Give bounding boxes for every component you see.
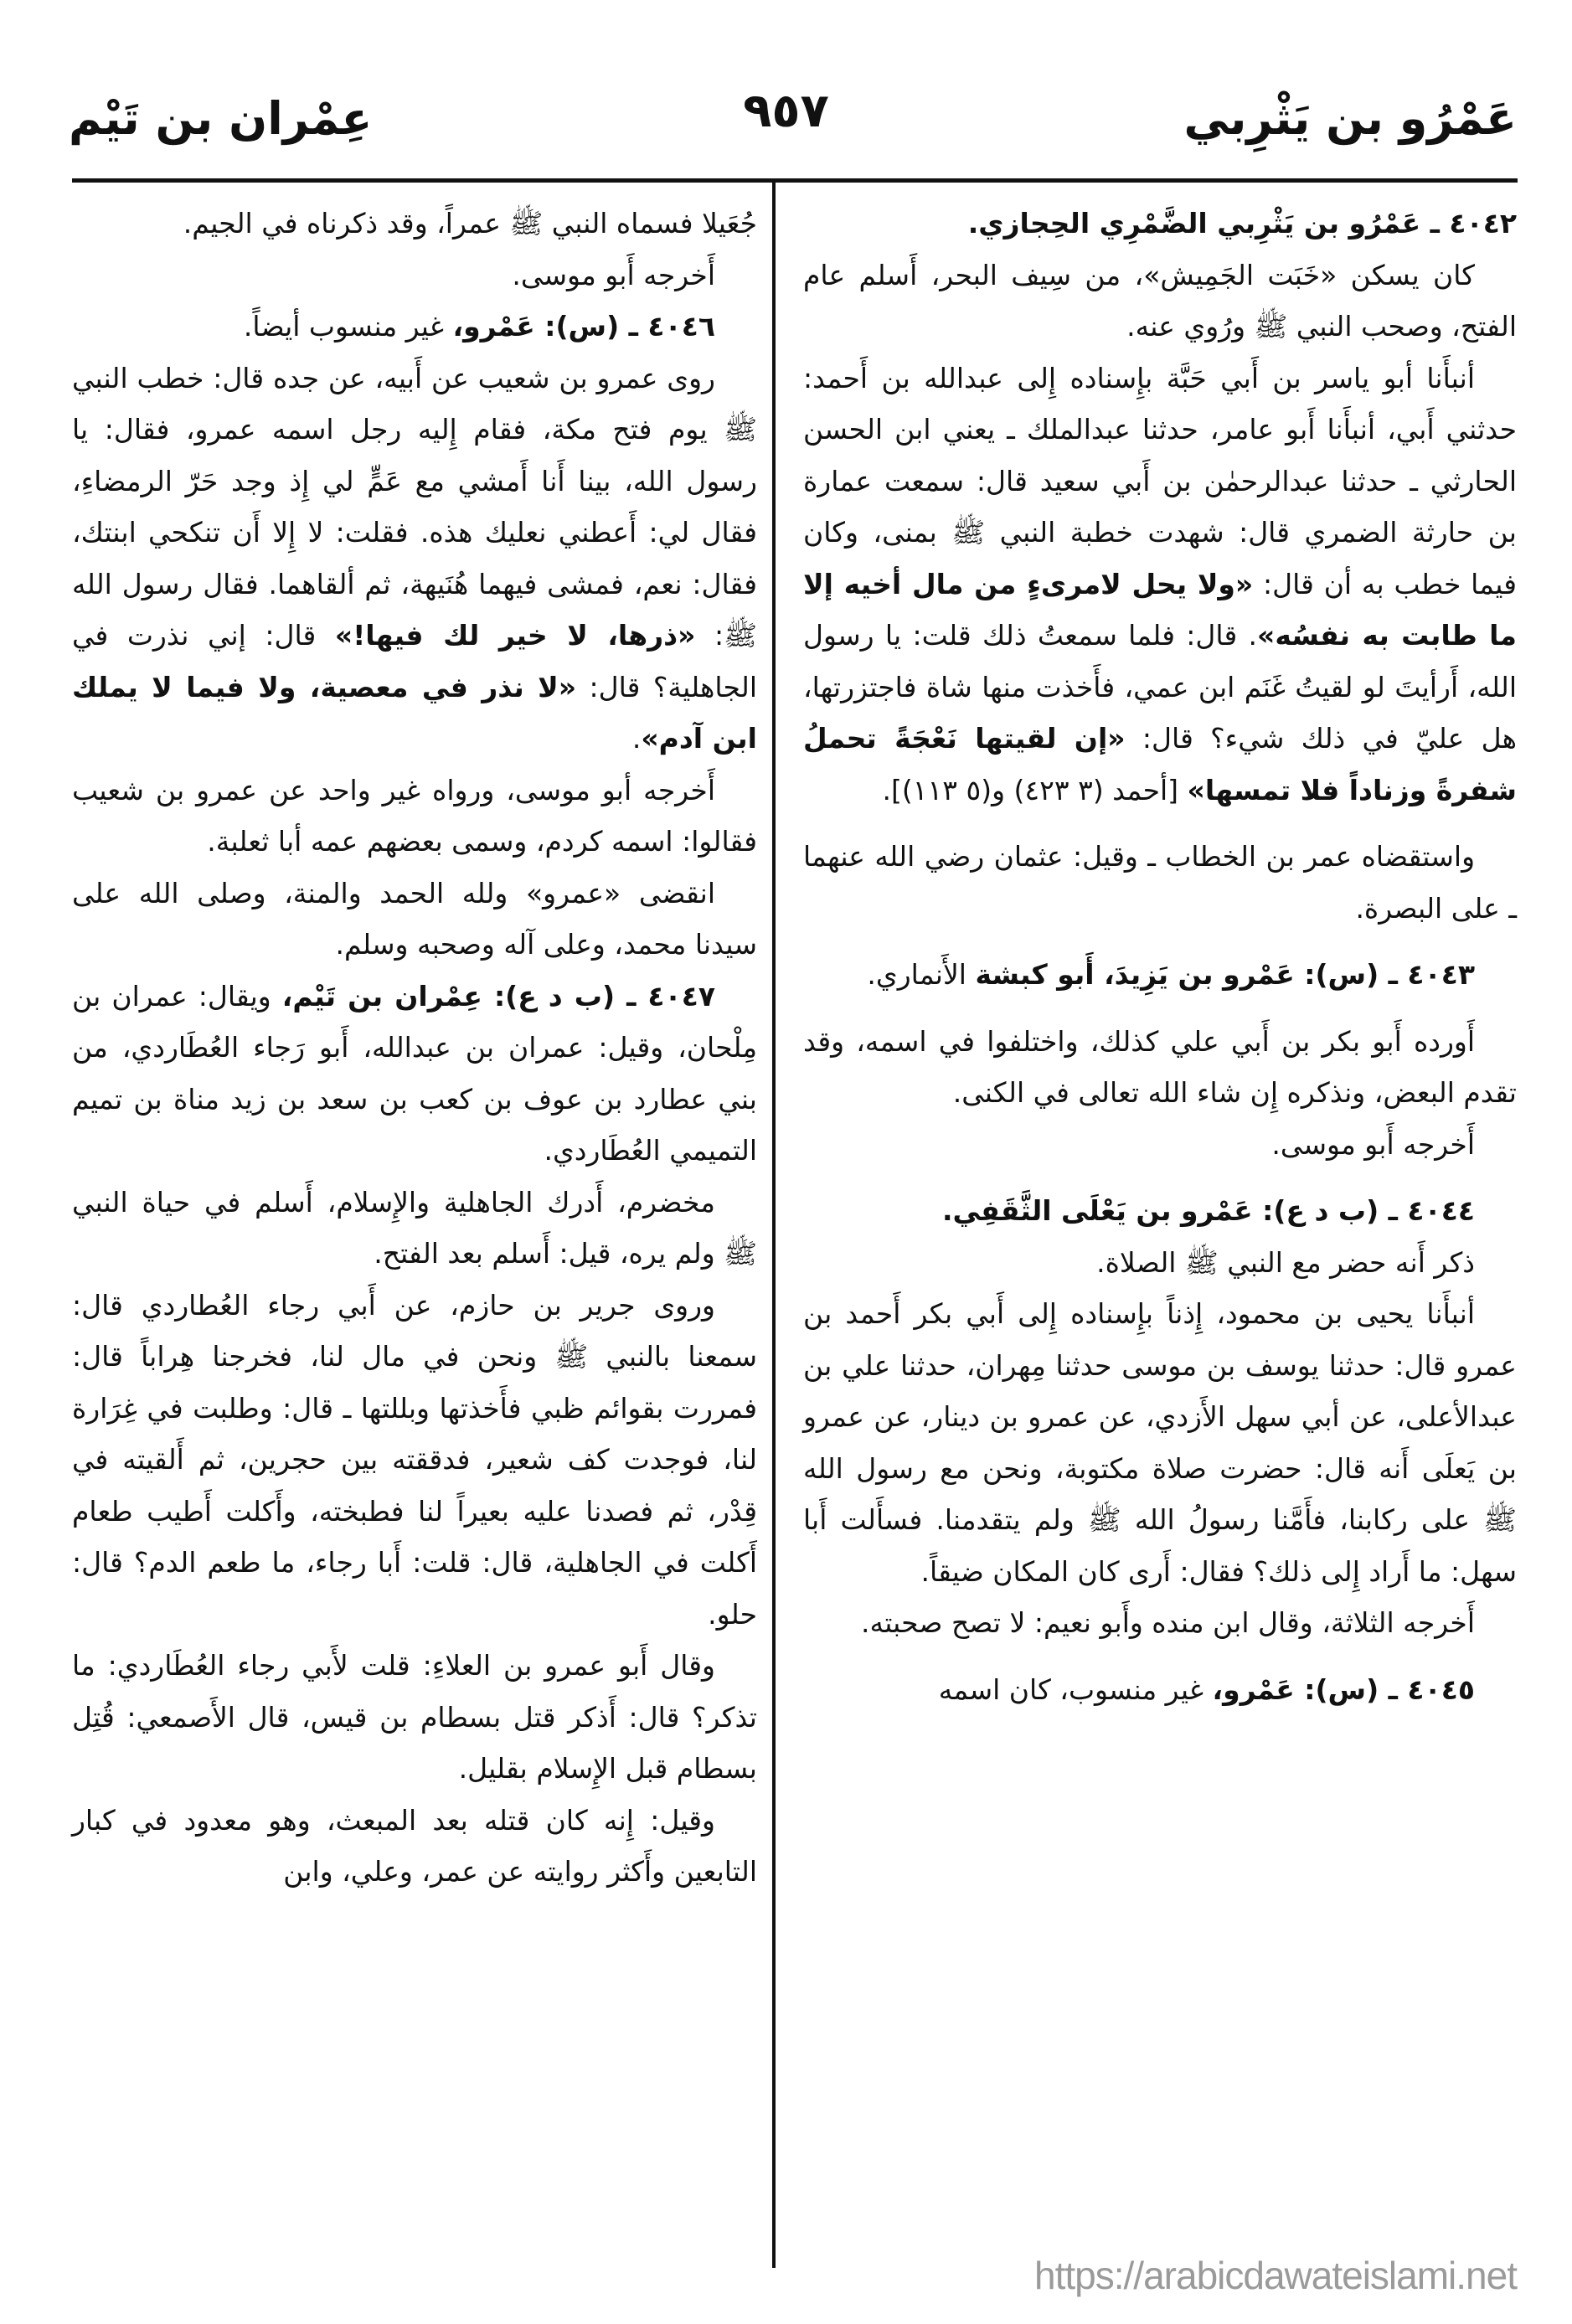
bold-text: «إن لقيتها نَعْجَةً تحملُ شفرةً وزناداً فلا تمسها» (803, 722, 1517, 806)
text: أَخرجه الثلاثة، وقال ابن منده وأَبو نعيم: لا تصح صحبته. (861, 1606, 1475, 1639)
paragraph (72, 1795, 757, 1898)
text: جُعَيلا فسماه النبي ﷺ عمراً، وقد ذكرناه في الجيم. (183, 207, 757, 240)
bold-text: ٤٠٤٦ ـ (س): عَمْرو، (452, 310, 715, 343)
left-column (72, 198, 757, 1898)
bold-text: ٤٠٤٣ ـ (س): عَمْرو بن يَزِيدَ، أَبو كبشة (975, 958, 1475, 991)
paragraph (72, 971, 757, 1177)
bold-text: «لا نذر في معصية، ولا فيما لا يملك ابن آدم» (72, 670, 757, 755)
paragraph (72, 250, 757, 301)
text: وقال أَبو عمرو بن العلاءِ: قلت لأَبي رجاء العُطَاردي: ما تذكر؟ قال: أَذكر قتل بسطام بن قيس، قال الأَصمعي: قُتِل بسطام قبل الإِسلام بقليل. (72, 1649, 757, 1785)
header-rule (72, 178, 1518, 183)
right-column (803, 198, 1517, 1715)
text: انقضى «عمرو» ولله الحمد والمنة، وصلى الله على سيدنا محمد، وعلى آله وصحبه وسلم. (72, 876, 757, 961)
bold-text: ٤٠٤٧ ـ (ب د ع): عِمْران بن تَيْم، (281, 979, 715, 1013)
paragraph (72, 765, 757, 868)
paragraph (72, 1640, 757, 1795)
paragraph (72, 353, 757, 765)
text: ويقال: عمران بن مِلْحان، وقيل: عمران بن عبدالله، أَبو رَجاء العُطَاردي، من بني عطارد بن عوف بن كعب بن سعد بن زيد مناة بن تميم التميمي العُطَاردي. (72, 979, 757, 1167)
column-divider (772, 183, 776, 2268)
text: ذكر أَنه حضر مع النبي ﷺ الصلاة. (1096, 1245, 1475, 1279)
paragraph (803, 198, 1517, 250)
text: الأَنماري. (867, 958, 976, 991)
paragraph (803, 1185, 1517, 1237)
text: . (631, 722, 642, 755)
bold-text: ٤٠٤٢ ـ عَمْرُو بن يَثْرِبي الضَّمْرِي الحِجازي. (967, 207, 1517, 240)
text: [أحمد (٣ ٤٢٣) و(٥ ١١٣)]. (882, 773, 1188, 806)
paragraph (72, 1177, 757, 1280)
bold-text: ٤٠٤٤ ـ (ب د ع): عَمْرو بن يَعْلَى الثَّقَفِي. (941, 1194, 1475, 1227)
paragraph (803, 949, 1517, 1001)
paragraph (803, 831, 1517, 934)
text: غير منسوب، كان اسمه (938, 1672, 1213, 1706)
watermark-url: https://arabicdawateislami.net (1034, 2254, 1517, 2297)
text: أَخرجه أبو موسى، ورواه غير واحد عن عمرو بن شعيب فقالوا: اسمه كردم، وسمى بعضهم عمه أبا ثعلبة. (72, 773, 757, 858)
running-header-left: عِمْران بن تَيْم (69, 92, 373, 145)
paragraph (72, 868, 757, 971)
text: أَورده أَبو بكر بن أَبي علي كذلك، واختلفوا في اسمه، وقد تقدم البعض، ونذكره إِن شاء الله تعالى في الكنى. (803, 1024, 1517, 1109)
text: أنبأَنا أبو ياسر بن أَبي حَبَّة بإِسناده إِلى عبدالله بن أَحمد: حدثني أَبي، أنبأَنا أَبو عامر، حدثنا عبدالملك ـ يعني ابن الحسن الحارثي ـ حدثنا عبدالرحمٰن بن أَبي سعيد قال: سمعت عمارة بن حارثة الضمري قال: شهدت خطبة النبي ﷺ بمنى، وكان فيما خطب به أن قال: (803, 361, 1517, 600)
paragraph (72, 301, 757, 353)
text: واستقضاه عمر بن الخطاب ـ وقيل: عثمان رضي الله عنهما ـ على البصرة. (803, 840, 1517, 925)
text: مخضرم، أَدرك الجاهلية والإِسلام، أَسلم في حياة النبي ﷺ ولم يره، قيل: أَسلم بعد الفتح. (72, 1185, 757, 1270)
paragraph (72, 1280, 757, 1641)
paragraph (803, 353, 1517, 817)
page-number: ٩٥٧ (743, 84, 829, 138)
text: كان يسكن «خَبَت الجَمِيش»، من سِيف البحر، أَسلم عام الفتح، وصحب النبي ﷺ ورُوي عنه. (803, 258, 1517, 343)
text: أنبأَنا يحيى بن محمود، إِذناً بإِسناده إِلى أَبي بكر أَحمد بن عمرو قال: حدثنا يوسف بن موسى حدثنا مِهران، حدثنا علي بن عبدالأعلى، عن أبي سهل الأَزدي، عن عمرو بن دينار، عن عمرو بن يَعلَى أَنه قال: حضرت صلاة مكتوبة، ونحن مع رسول الله ﷺ على ركابنا، فأَمَّنا رسولُ الله ﷺ ولم يتقدمنا. فسأَلت أَبا سهل: ما أَراد إِلى ذلك؟ فقال: أَرى كان المكان ضيقاً. (803, 1297, 1517, 1588)
paragraph (803, 1016, 1517, 1119)
paragraph (803, 1119, 1517, 1171)
paragraph (803, 250, 1517, 353)
text: روى عمرو بن شعيب عن أَبيه، عن جده قال: خطب النبي ﷺ يوم فتح مكة، فقام إِليه رجل اسمه عمرو، فقال: يا رسول الله، بينا أَنا أَمشي مع عَمٍّ لي إِذ وجد حَرّ الرمضاءِ، فقال لي: أَعطني نعليك هذه. فقلت: لا إِلا أَن تنكحي ابنتك، فقال: نعم، فمشى فيهما هُنَيهة، ثم ألقاهما. فقال رسول الله ﷺ: (72, 361, 757, 652)
bold-text: «ذرها، لا خير لك فيها!» (334, 619, 696, 652)
paragraph (803, 1237, 1517, 1289)
text: أَخرجه أَبو موسى. (512, 258, 715, 291)
bold-text: ٤٠٤٥ ـ (س): عَمْرو، (1212, 1672, 1475, 1706)
paragraph (803, 1597, 1517, 1649)
bold-text: «ولا يحل لامرىءٍ من مال أخيه إلا ما طابت به نفسُه» (803, 567, 1517, 652)
text: غير منسوب أيضاً. (243, 310, 453, 343)
text: وقيل: إِنه كان قتله بعد المبعث، وهو معدود في كبار التابعين وأَكثر روايته عن عمر، وعلي، وابن (72, 1803, 757, 1888)
text: أَخرجه أَبو موسى. (1271, 1127, 1475, 1161)
paragraph (803, 1288, 1517, 1597)
paragraph (72, 198, 757, 250)
text: . قال: فلما سمعتُ ذلك قلت: يا رسول الله، أَرأيتَ لو لقيتُ غَنَم ابن عمي، فأَخذت منها شاة فاجتزرتها، هل عليّ في ذلك شيء؟ قال: (803, 619, 1517, 755)
paragraph (803, 1664, 1517, 1716)
running-header-right: عَمْرُو بن يَثْرِبي (1183, 92, 1517, 145)
text: وروى جرير بن حازم، عن أَبي رجاء العُطاردي قال: سمعنا بالنبي ﷺ ونحن في مال لنا، فخرجنا هِراباً قال: فمررت بقوائم ظبي فأَخذتها وبللتها ـ قال: وطلبت في غِرَارة لنا، فوجدت كف شعير، فدققته بين حجرين، ثم أَلقيته في قِدْر، ثم فصدنا عليه بعيراً لنا فطبخته، وأَكلت أَطيب طعام أَكلت في الجاهلية، قال: قلت: أَبا رجاء، ما طعم الدم؟ قال: حلو. (72, 1288, 757, 1631)
text: قال: إني نذرت في الجاهلية؟ قال: (72, 619, 757, 703)
